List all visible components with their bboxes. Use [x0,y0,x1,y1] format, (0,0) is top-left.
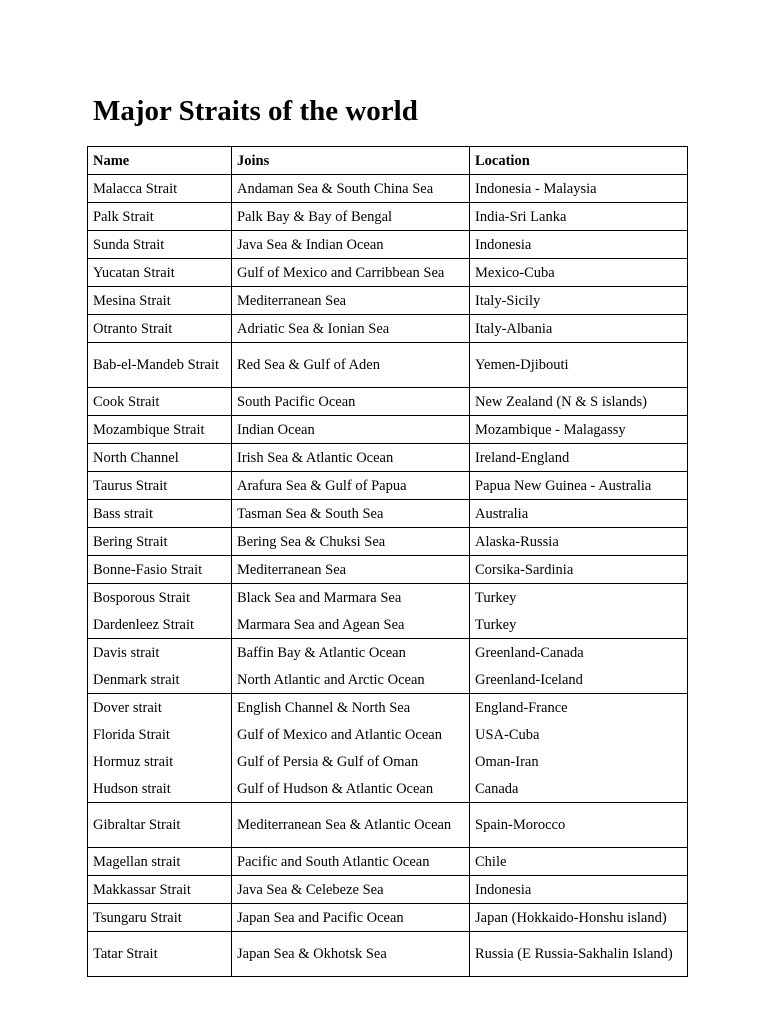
strait-name-cell: Cook Strait [88,388,232,416]
straits-table [87,146,688,977]
joins-cell: Andaman Sea & South China Sea [232,175,470,203]
joins-cell: Japan Sea and Pacific Ocean [232,904,470,932]
joins-cell: Mediterranean Sea [232,556,470,584]
page-title: Major Straits of the world [93,95,418,127]
table-row [88,528,688,556]
table-row [88,556,688,584]
table-row [88,584,688,612]
header-location: Location [470,147,688,175]
table-row [88,315,688,343]
joins-cell: Indian Ocean [232,416,470,444]
table-row [88,203,688,231]
strait-name-cell: Mesina Strait [88,287,232,315]
table-body [88,175,688,977]
strait-name-cell: Sunda Strait [88,231,232,259]
location-cell: Ireland-England [470,444,688,472]
table-header-row [88,147,688,175]
location-cell: England-France [470,694,688,722]
location-cell: Spain-Morocco [470,803,688,848]
strait-name-cell: Magellan strait [88,848,232,876]
location-cell: Russia (E Russia-Sakhalin Island) [470,932,688,977]
header-joins: Joins [232,147,470,175]
joins-cell: Tasman Sea & South Sea [232,500,470,528]
table-row [88,388,688,416]
location-cell: Greenland-Iceland [470,666,688,694]
location-cell: Oman-Iran [470,748,688,775]
table-row [88,472,688,500]
strait-name-cell: Tsungaru Strait [88,904,232,932]
table-row [88,904,688,932]
strait-name-cell: Otranto Strait [88,315,232,343]
strait-name-cell: Mozambique Strait [88,416,232,444]
strait-name-cell: Malacca Strait [88,175,232,203]
joins-cell: Mediterranean Sea & Atlantic Ocean [232,803,470,848]
table-row [88,287,688,315]
table-row [88,259,688,287]
strait-name-cell: Hormuz strait [88,748,232,775]
joins-cell: Gulf of Hudson & Atlantic Ocean [232,775,470,803]
location-cell: Italy-Albania [470,315,688,343]
location-cell: Indonesia [470,231,688,259]
location-cell: Mexico-Cuba [470,259,688,287]
header-name: Name [88,147,232,175]
strait-name-cell: Florida Strait [88,721,232,748]
strait-name-cell: Dardenleez Strait [88,611,232,639]
location-cell: Chile [470,848,688,876]
strait-name-cell: Bonne-Fasio Strait [88,556,232,584]
joins-cell: Arafura Sea & Gulf of Papua [232,472,470,500]
strait-name-cell: Davis strait [88,639,232,667]
strait-name-cell: Dover strait [88,694,232,722]
location-cell: Papua New Guinea - Australia [470,472,688,500]
joins-cell: Marmara Sea and Agean Sea [232,611,470,639]
table-row [88,500,688,528]
table-row [88,803,688,848]
joins-cell: Gulf of Mexico and Carribbean Sea [232,259,470,287]
strait-name-cell: Yucatan Strait [88,259,232,287]
table-row [88,416,688,444]
strait-name-cell: North Channel [88,444,232,472]
strait-name-cell: Denmark strait [88,666,232,694]
location-cell: Indonesia [470,876,688,904]
strait-name-cell: Bering Strait [88,528,232,556]
strait-name-cell: Palk Strait [88,203,232,231]
joins-cell: Irish Sea & Atlantic Ocean [232,444,470,472]
location-cell: India-Sri Lanka [470,203,688,231]
joins-cell: Java Sea & Celebeze Sea [232,876,470,904]
table-row [88,694,688,722]
joins-cell: Gulf of Mexico and Atlantic Ocean [232,721,470,748]
table-row [88,611,688,639]
strait-name-cell: Bass strait [88,500,232,528]
joins-cell: Black Sea and Marmara Sea [232,584,470,612]
table-row [88,848,688,876]
joins-cell: Baffin Bay & Atlantic Ocean [232,639,470,667]
strait-name-cell: Gibraltar Strait [88,803,232,848]
joins-cell: North Atlantic and Arctic Ocean [232,666,470,694]
location-cell: Indonesia - Malaysia [470,175,688,203]
table-row [88,775,688,803]
joins-cell: Bering Sea & Chuksi Sea [232,528,470,556]
location-cell: Turkey [470,584,688,612]
location-cell: Alaska-Russia [470,528,688,556]
joins-cell: Gulf of Persia & Gulf of Oman [232,748,470,775]
location-cell: Canada [470,775,688,803]
strait-name-cell: Bosporous Strait [88,584,232,612]
strait-name-cell: Hudson strait [88,775,232,803]
joins-cell: Red Sea & Gulf of Aden [232,343,470,388]
joins-cell: Palk Bay & Bay of Bengal [232,203,470,231]
location-cell: Yemen-Djibouti [470,343,688,388]
strait-name-cell: Bab-el-Mandeb Strait [88,343,232,388]
joins-cell: Adriatic Sea & Ionian Sea [232,315,470,343]
strait-name-cell: Tatar Strait [88,932,232,977]
location-cell: Italy-Sicily [470,287,688,315]
joins-cell: South Pacific Ocean [232,388,470,416]
table-row [88,231,688,259]
location-cell: Australia [470,500,688,528]
location-cell: USA-Cuba [470,721,688,748]
table-row [88,748,688,775]
location-cell: Japan (Hokkaido-Honshu island) [470,904,688,932]
table-row [88,721,688,748]
table-row [88,175,688,203]
strait-name-cell: Taurus Strait [88,472,232,500]
joins-cell: Pacific and South Atlantic Ocean [232,848,470,876]
table-row [88,444,688,472]
location-cell: Corsika-Sardinia [470,556,688,584]
location-cell: New Zealand (N & S islands) [470,388,688,416]
table-row [88,343,688,388]
strait-name-cell: Makkassar Strait [88,876,232,904]
table-row [88,876,688,904]
table-row [88,666,688,694]
joins-cell: Java Sea & Indian Ocean [232,231,470,259]
joins-cell: Mediterranean Sea [232,287,470,315]
joins-cell: Japan Sea & Okhotsk Sea [232,932,470,977]
location-cell: Turkey [470,611,688,639]
location-cell: Mozambique - Malagassy [470,416,688,444]
table-row [88,932,688,977]
location-cell: Greenland-Canada [470,639,688,667]
joins-cell: English Channel & North Sea [232,694,470,722]
table-row [88,639,688,667]
